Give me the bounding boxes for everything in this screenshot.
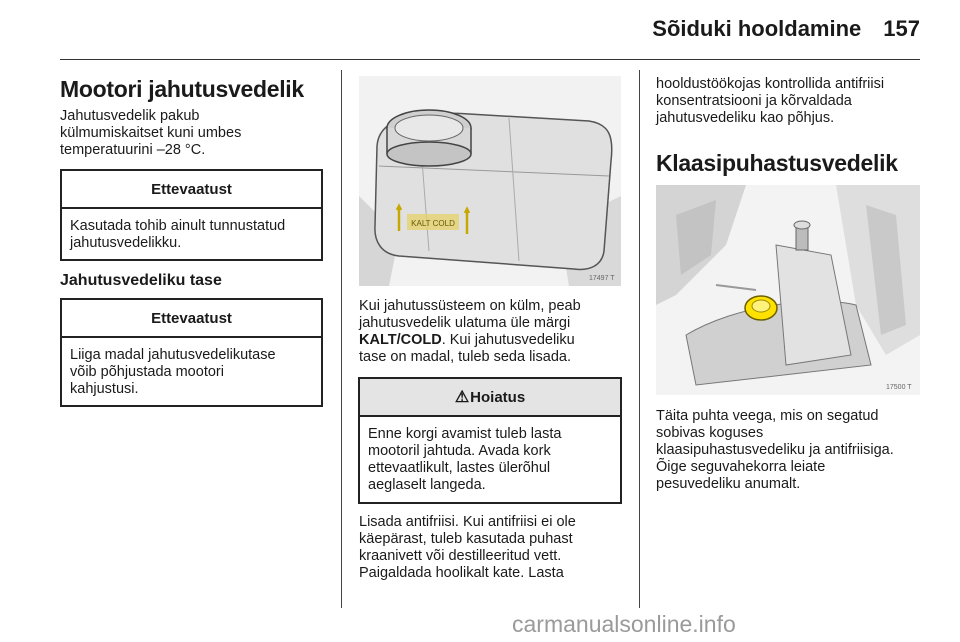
- service-text-line: jahutusvedeliku kao põhjus.: [656, 110, 835, 126]
- caution-text-line: Kasutada tohib ainult tunnustatud: [70, 218, 286, 234]
- caution-box-1: [60, 169, 323, 261]
- caution-box-2: [60, 298, 323, 407]
- washer-text-line: Täita puhta veega, mis on segatud: [656, 408, 879, 424]
- caution-title: Ettevaatust: [62, 171, 321, 209]
- warning-title: Hoiatus: [470, 388, 526, 406]
- warning-box: [358, 377, 622, 504]
- service-text-line: hooldustöökojas kontrollida antifriisi: [656, 76, 885, 92]
- warning-header: [360, 379, 620, 417]
- coolant-text-line: jahutusvedelik ulatuma üle märgi: [359, 315, 571, 331]
- warning-text-line: Enne korgi avamist tuleb lasta: [368, 426, 562, 442]
- kalt-cold-mark: KALT/COLD: [359, 332, 442, 348]
- washer-reservoir-image: [656, 185, 920, 395]
- antifreeze-text-line: Paigaldada hoolikalt kate. Lasta: [359, 565, 564, 581]
- section-title-washer-fluid: Klaasipuhastusvedelik: [656, 150, 898, 176]
- column-divider-1: [341, 70, 342, 608]
- caution-text-line: Liiga madal jahutusvedelikutase: [70, 347, 276, 363]
- watermark: carmanualsonline.info: [512, 611, 736, 637]
- coolant-text-line: Kui jahutussüsteem on külm, peab: [359, 298, 581, 314]
- coolant-reservoir-image: [359, 76, 621, 286]
- header-title: Sõiduki hooldamine: [652, 16, 862, 41]
- warning-text-line: aeglaselt langeda.: [368, 477, 486, 493]
- antifreeze-text-line: käepärast, tuleb kasutada puhast: [359, 531, 573, 547]
- section-title-coolant: Mootori jahutusvedelik: [60, 76, 304, 102]
- caution-body: [62, 209, 321, 261]
- reservoir-level-label: KALT COLD: [411, 219, 455, 228]
- header-rule: [60, 59, 920, 60]
- warning-icon: ⚠: [454, 389, 470, 406]
- antifreeze-text-line: Lisada antifriisi. Kui antifriisi ei ole: [359, 514, 576, 530]
- coolant-text-line: [359, 332, 575, 349]
- figure-code: 17497 T: [589, 275, 615, 282]
- warning-text-line: mootoril jahtuda. Avada kork: [368, 443, 551, 459]
- warning-body: [360, 417, 620, 503]
- coolant-text-rest: . Kui jahutusvedeliku: [441, 332, 575, 348]
- washer-text-line: pesuvedeliku anumalt.: [656, 476, 801, 492]
- page-number: 157: [883, 16, 920, 41]
- washer-text-line: Õige seguvahekorra leiate: [656, 459, 826, 475]
- coolant-intro-line: Jahutusvedelik pakub: [60, 108, 200, 124]
- coolant-intro-line: temperatuurini –28 °C.: [60, 142, 206, 158]
- washer-text-line: klaasipuhastusvedeliku ja antifriisiga.: [656, 442, 894, 458]
- figure-code: 17500 T: [886, 384, 912, 391]
- washer-text-line: sobivas koguses: [656, 425, 764, 441]
- subtitle-coolant-level: Jahutusvedeliku tase: [60, 272, 222, 289]
- caution-text-line: kahjustusi.: [70, 381, 139, 397]
- coolant-text-line: tase on madal, tuleb seda lisada.: [359, 349, 571, 365]
- antifreeze-text-line: kraanivett või destilleeritud vett.: [359, 548, 562, 564]
- warning-text-line: ettevaatlikult, lastes ülerõhul: [368, 460, 551, 476]
- page-header: [652, 14, 920, 44]
- coolant-intro-line: külmumiskaitset kuni umbes: [60, 125, 242, 141]
- caution-text-line: jahutusvedelikku.: [70, 235, 182, 251]
- caution-body: [62, 338, 321, 407]
- caution-title: Ettevaatust: [62, 300, 321, 338]
- caution-text-line: võib põhjustada mootori: [70, 364, 224, 380]
- service-text-line: konsentratsiooni ja kõrvaldada: [656, 93, 852, 109]
- column-divider-2: [639, 70, 640, 608]
